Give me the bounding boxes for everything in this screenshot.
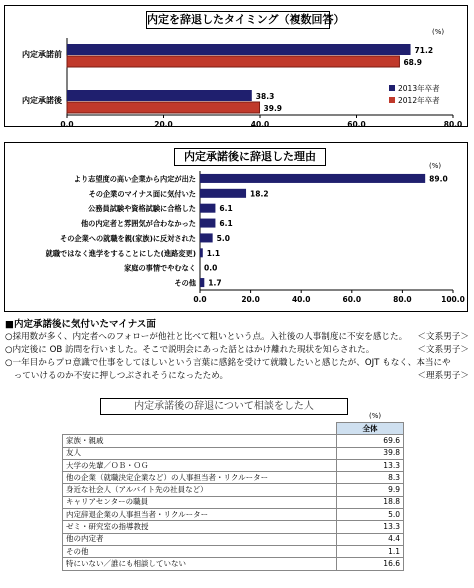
- table-row-label: 特にいない／誰にも相談していない: [63, 558, 337, 570]
- chart2-value-label: 6.1: [219, 204, 233, 214]
- table-title: 内定承諾後の辞退について相談をした人: [100, 398, 348, 415]
- chart2-title: 内定承諾後に辞退した理由: [174, 148, 326, 166]
- chart2-bar: [200, 233, 213, 242]
- chart2-bar: [200, 204, 215, 213]
- note-text: ○内定後に OB 訪問を行いました。そこで説明会にあった話とはかけ離れた現状を知らされた。: [5, 345, 375, 355]
- chart2-category-label: 公務員試験や資格試験に合格した: [88, 204, 196, 214]
- table-row: [63, 545, 404, 557]
- table-row-label: その他: [63, 545, 337, 557]
- table-header-cell: 全体: [337, 423, 404, 435]
- chart1-category-label: 内定承諾後: [22, 96, 62, 105]
- chart1-xtick-label: 80.0: [443, 120, 463, 129]
- table-header-blank: [63, 423, 337, 435]
- chart1-unit: (%): [432, 28, 445, 36]
- table-row-label: キャリアセンターの職員: [63, 496, 337, 508]
- table-row: [63, 558, 404, 570]
- chart2-xtick-label: 0.0: [193, 295, 207, 304]
- notes-heading: ■内定承諾後に気付いたマイナス面: [5, 319, 156, 330]
- chart2-category-label: 他の内定者と雰囲気が合わなかった: [80, 219, 196, 229]
- chart2-unit: (%): [429, 162, 442, 170]
- table-row: [63, 484, 404, 496]
- table-row-value: 8.3: [337, 472, 404, 484]
- table-row-value: 13.3: [337, 521, 404, 533]
- table-row: [63, 496, 404, 508]
- chart2-value-label: 89.0: [429, 174, 448, 184]
- table-row-value: 18.8: [337, 496, 404, 508]
- chart2-value-label: 1.7: [208, 278, 222, 288]
- note-tag: ＜理系男子＞: [417, 371, 469, 381]
- chart1-xtick-label: 60.0: [347, 120, 366, 129]
- table-row-label: 身近な社会人（アルバイト先の社員など）: [63, 484, 337, 496]
- table-header-row: [63, 423, 404, 435]
- note-tag: ＜文系男子＞: [417, 345, 469, 355]
- table-row-label: 他の内定者: [63, 533, 337, 545]
- table-row-value: 16.6: [337, 558, 404, 570]
- table-unit: (%): [369, 412, 382, 420]
- chart2-category-label: 家庭の事情でやむなく: [124, 263, 196, 273]
- table-row: [63, 472, 404, 484]
- chart2-category-label: その他: [174, 278, 196, 288]
- chart2-value-label: 6.1: [219, 219, 233, 229]
- table-row-label: 内定辞退企業の人事担当者・リクルーター: [63, 509, 337, 521]
- table-row: [63, 435, 404, 447]
- note-line: [5, 344, 471, 357]
- chart2-value-label: 0.0: [204, 263, 218, 273]
- chart2-xtick-label: 20.0: [241, 295, 260, 304]
- chart1-value-label: 68.9: [403, 58, 422, 67]
- consult-table: [62, 422, 404, 571]
- chart2-value-label: 18.2: [250, 189, 269, 199]
- chart1-xtick-label: 0.0: [60, 120, 74, 129]
- note-line: [5, 370, 471, 383]
- table-row-label: 大学の先輩／ＯＢ・ＯＧ: [63, 459, 337, 471]
- chart2-xtick-label: 80.0: [393, 295, 412, 304]
- note-text: ○採用数が多く、内定者へのフォローが他社と比べて粗いという点。入社後の人事制度に不安を感じた。: [5, 332, 408, 342]
- table-row: [63, 459, 404, 471]
- chart2-bar: [200, 174, 425, 183]
- table-row: [63, 533, 404, 545]
- chart2-category-label: その企業のマイナス面に気付いた: [88, 189, 196, 199]
- table-row: [63, 509, 404, 521]
- note-text: っていけるのか不安に押しつぶされそうになったため。: [5, 371, 229, 381]
- chart2-category-label: 就職ではなく進学をすることにした(進路変更): [45, 248, 196, 258]
- chart1-legend-label: 2013年卒者: [398, 84, 440, 93]
- chart1-category-label: 内定承諾前: [22, 50, 62, 59]
- chart2-category-label: その企業への就職を親(家族)に反対された: [60, 233, 196, 243]
- chart1-title: 内定を辞退したタイミング（複数回答）: [146, 11, 330, 29]
- chart2-category-label: より志望度の高い企業から内定が出た: [73, 174, 196, 184]
- chart2-bar: [200, 248, 203, 257]
- note-line: [5, 357, 471, 370]
- table-row: [63, 521, 404, 533]
- note-tag: ＜文系男子＞: [417, 332, 469, 342]
- chart2-bar: [200, 219, 215, 228]
- table-row-value: 69.6: [337, 435, 404, 447]
- minus-notes: [5, 318, 471, 383]
- chart1-xtick-label: 40.0: [250, 120, 270, 129]
- table-row-label: ゼミ・研究室の指導教授: [63, 521, 337, 533]
- chart1-value-label: 39.9: [263, 104, 283, 113]
- chart1-value-label: 38.3: [255, 92, 275, 101]
- table-row-label: 友人: [63, 447, 337, 459]
- note-line: [5, 331, 471, 344]
- chart2-xtick-label: 100.0: [441, 295, 465, 304]
- table-row-label: 他の企業（就職決定企業など）の人事担当者・リクルーター: [63, 472, 337, 484]
- note-text: ○一年目からプロ意識で仕事をしてほしいという言葉に感銘を受けて就職したいと感じたが、OJT もなく、本当にや: [5, 358, 451, 368]
- table-row-value: 4.4: [337, 533, 404, 545]
- chart1-value-label: 71.2: [414, 46, 434, 55]
- chart2-xtick-label: 40.0: [291, 295, 311, 304]
- table-row-value: 39.8: [337, 447, 404, 459]
- table-row-value: 5.0: [337, 509, 404, 521]
- table-row-label: 家族・親戚: [63, 435, 337, 447]
- table-row-value: 9.9: [337, 484, 404, 496]
- chart2-value-label: 5.0: [216, 233, 230, 243]
- table-row-value: 1.1: [337, 545, 404, 557]
- table-row: [63, 447, 404, 459]
- chart1-legend-label: 2012年卒者: [398, 96, 440, 105]
- chart2-xtick-label: 60.0: [342, 295, 362, 304]
- table-row-value: 13.3: [337, 459, 404, 471]
- chart2-bar: [200, 189, 246, 198]
- chart2-value-label: 1.1: [206, 248, 221, 258]
- chart2-bar: [200, 278, 204, 287]
- chart1-xtick-label: 20.0: [154, 120, 173, 129]
